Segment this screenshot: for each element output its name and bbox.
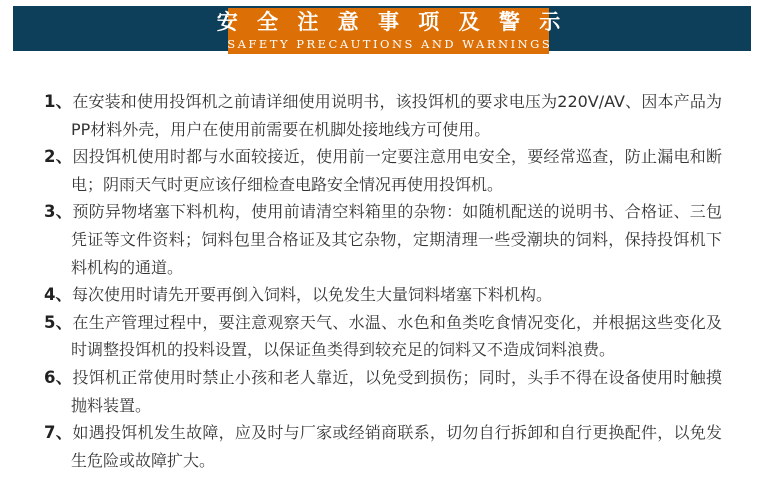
item-number: 5、	[44, 312, 73, 332]
safety-list	[0, 86, 764, 474]
item-text: 预防异物堵塞下料机构，使用前请清空料箱里的杂物：如随机配送的说明书、合格证、三包凭证等文件资料；饲料包里合格证及其它杂物，定期清理一些受潮块的饲料，保持投饵机下料机构的通道。	[71, 202, 722, 277]
item-number: 7、	[44, 423, 73, 443]
item-text: 因投饵机使用时都与水面较接近，使用前一定要注意用电安全，要经常巡查，防止漏电和断电；阴雨天气时更应该仔细检查电路安全情况再使用投饵机。	[71, 147, 722, 194]
list-item	[44, 309, 722, 364]
item-number: 3、	[44, 202, 73, 222]
list-item	[44, 143, 722, 198]
list-item	[44, 88, 722, 143]
item-text: 在生产管理过程中，要注意观察天气、水温、水色和鱼类吃食情况变化，并根据这些变化及时调整投饵机的投料设置，以保证鱼类得到较充足的饲料又不造成饲料浪费。	[71, 312, 722, 360]
page-header	[0, 0, 764, 86]
item-text: 如遇投饵机发生故障，应及时与厂家或经销商联系，切勿自行拆卸和自行更换配件，以免发生危险或故障扩大。	[71, 423, 722, 470]
item-number: 6、	[44, 367, 73, 387]
page-subtitle: SAFETY PRECAUTIONS AND WARNINGS	[227, 36, 553, 51]
list-item	[44, 419, 722, 474]
item-text: 投饵机正常使用时禁止小孩和老人靠近，以免受到损伤；同时，头手不得在设备使用时触摸抛料装置。	[71, 367, 722, 415]
list-item	[44, 198, 722, 281]
item-number: 1、	[44, 92, 73, 111]
item-number: 2、	[44, 147, 73, 167]
item-text: 每次使用时请先开要再倒入饲料，以免发生大量饲料堵塞下料机构。	[71, 285, 552, 305]
list-item	[44, 281, 722, 309]
item-text: 在安装和使用投饵机之前请详细使用说明书，该投饵机的要求电压为220V/AV、因本产品为PP材料外壳，用户在使用前需要在机脚处接地线方可使用。	[71, 92, 722, 139]
item-number: 4、	[44, 285, 72, 305]
page-title: 安 全 注 意 事 项 及 警 示	[216, 10, 567, 35]
list-item	[44, 364, 722, 419]
header-banner	[216, 8, 567, 54]
